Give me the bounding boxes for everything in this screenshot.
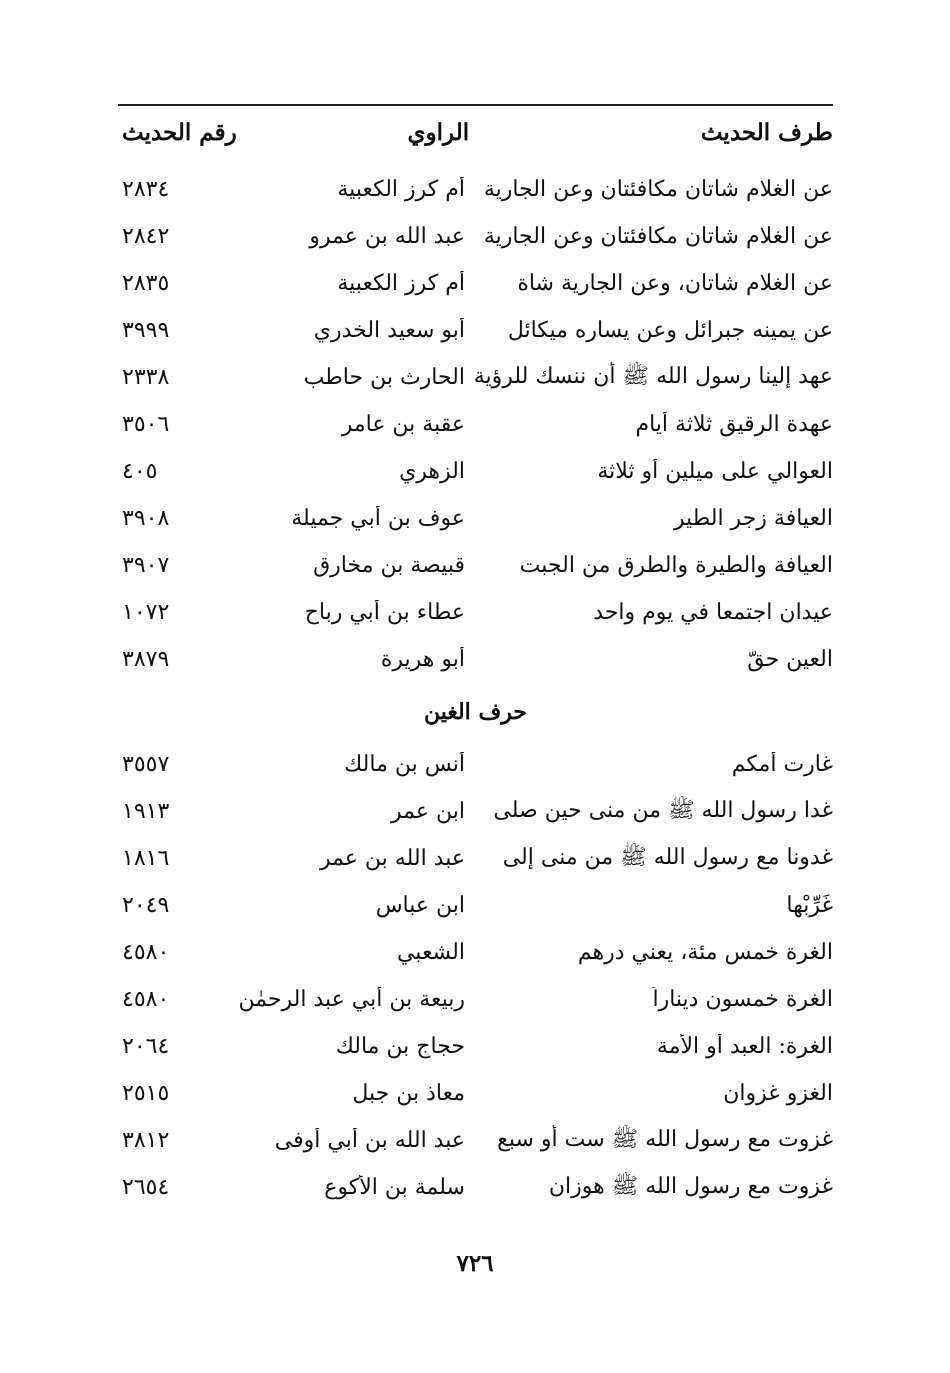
hadith-cell: الغرة: العبد أو الأمة: [656, 1034, 833, 1059]
hadith-cell: غزوت مع رسول الله ﷺ ست أو سبع: [497, 1126, 833, 1152]
rawi-cell: عبد الله بن عمر: [319, 846, 465, 871]
number-cell: ٣٩٠٧: [122, 553, 170, 578]
table-body-before: [118, 166, 833, 683]
hadith-cell: عيدان اجتمعا في يوم واحد: [593, 600, 833, 625]
header-hadith: طرف الحديث: [700, 118, 833, 146]
section-title: حرف الغين: [423, 699, 528, 725]
table-row: [118, 1023, 833, 1070]
number-cell: ٢٥١٥: [122, 1081, 170, 1106]
rawi-cell: عبد الله بن أبي أوفى: [274, 1128, 465, 1153]
hadith-cell: عن الغلام شاتان مكافئتان وعن الجارية: [483, 224, 833, 249]
table-row: [118, 788, 833, 835]
number-cell: ٢٦٥٤: [122, 1175, 170, 1200]
hadith-cell: غدونا مع رسول الله ﷺ من منى إلى: [502, 844, 833, 870]
table-row: [118, 1117, 833, 1164]
table-row: [118, 448, 833, 495]
table-row: [118, 1070, 833, 1117]
number-cell: ٣٩٠٨: [122, 506, 170, 531]
rawi-cell: عقبة بن عامر: [341, 412, 465, 437]
number-cell: ١٠٧٢: [122, 600, 170, 625]
rawi-cell: الزهري: [399, 459, 465, 484]
rawi-cell: ابن عمر: [391, 799, 465, 824]
number-cell: ١٩١٣: [122, 799, 170, 824]
rawi-cell: أم كرز الكعبية: [337, 177, 465, 202]
table-row: [118, 307, 833, 354]
number-cell: ٢٨٤٢: [122, 224, 170, 249]
index-page: [118, 104, 833, 1211]
number-cell: ٢٠٦٤: [122, 1034, 170, 1059]
table-row: [118, 976, 833, 1023]
rawi-cell: ربيعة بن أبي عبد الرحمٰن: [238, 987, 465, 1012]
hadith-cell: العوالي على ميلين أو ثلاثة: [597, 459, 833, 484]
number-cell: ٢٨٣٥: [122, 271, 170, 296]
table-row: [118, 401, 833, 448]
hadith-cell: غدا رسول الله ﷺ من منى حين صلى: [493, 797, 833, 823]
header-rawi: الراوي: [407, 118, 470, 146]
number-cell: ٣٩٩٩: [122, 318, 170, 343]
table-row: [118, 166, 833, 213]
number-cell: ٤٠٥: [122, 459, 158, 484]
hadith-cell: الغرة خمسون ديناراً: [652, 987, 833, 1012]
number-cell: ٤٥٨٠: [122, 987, 170, 1012]
rawi-cell: ابن عباس: [375, 893, 465, 918]
number-cell: ٣٨١٢: [122, 1128, 170, 1153]
hadith-cell: عهد إلينا رسول الله ﷺ أن ننسك للرؤية: [473, 363, 833, 389]
table-body-after: [118, 741, 833, 1211]
rawi-cell: سلمة بن الأكوع: [324, 1175, 465, 1200]
rawi-cell: الشعبي: [396, 940, 465, 965]
rawi-cell: عطاء بن أبي رباح: [304, 600, 465, 625]
table-row: [118, 542, 833, 589]
hadith-cell: الغزو غزوان: [723, 1081, 833, 1106]
number-cell: ٣٥٠٦: [122, 412, 170, 437]
rawi-cell: معاذ بن جبل: [352, 1081, 465, 1106]
number-cell: ٣٥٥٧: [122, 752, 170, 777]
table-row: [118, 636, 833, 683]
hadith-cell: العيافة والطيرة والطرق من الجبت: [519, 553, 833, 578]
hadith-cell: غزوت مع رسول الله ﷺ هوزان: [548, 1173, 833, 1199]
number-cell: ٣٨٧٩: [122, 647, 170, 672]
table-row: [118, 835, 833, 882]
hadith-cell: عن يمينه جبرائل وعن يساره ميكائل: [507, 318, 833, 343]
hadith-cell: العين حقّ: [747, 647, 833, 672]
rawi-cell: أم كرز الكعبية: [337, 271, 465, 296]
hadith-cell: عن الغلام شاتان، وعن الجارية شاة: [517, 271, 833, 296]
number-cell: ٢٠٤٩: [122, 893, 170, 918]
number-cell: ١٨١٦: [122, 846, 170, 871]
number-cell: ٤٥٨٠: [122, 940, 170, 965]
hadith-cell: عهدة الرقيق ثلاثة أيام: [635, 412, 833, 437]
rawi-cell: أبو هريرة: [380, 647, 465, 672]
table-row: [118, 929, 833, 976]
hadith-cell: عن الغلام شاتان مكافئتان وعن الجارية: [483, 177, 833, 202]
table-row: [118, 213, 833, 260]
number-cell: ٢٣٣٨: [122, 365, 170, 390]
rawi-cell: قبيصة بن مخارق: [313, 553, 465, 578]
hadith-cell: العيافة زجر الطير: [673, 506, 833, 531]
rawi-cell: حجاج بن مالك: [335, 1034, 465, 1059]
rawi-cell: أنس بن مالك: [344, 752, 465, 777]
table-row: [118, 1164, 833, 1211]
rawi-cell: عوف بن أبي جميلة: [291, 506, 465, 531]
table-row: [118, 882, 833, 929]
table-row: [118, 589, 833, 636]
hadith-cell: غَرِّبْها: [786, 893, 833, 918]
table-header: [118, 106, 833, 158]
table-row: [118, 354, 833, 401]
table-row: [118, 495, 833, 542]
page-number: ٧٢٦: [456, 1250, 494, 1277]
hadith-cell: الغرة خمس مئة، يعني درهم: [577, 940, 833, 965]
header-number: رقم الحديث: [122, 118, 237, 146]
rawi-cell: عبد الله بن عمرو: [309, 224, 465, 249]
number-cell: ٢٨٣٤: [122, 177, 170, 202]
hadith-cell: غارت أمكم: [731, 752, 833, 777]
table-row: [118, 741, 833, 788]
table-row: [118, 260, 833, 307]
rawi-cell: أبو سعيد الخدري: [313, 318, 465, 343]
rawi-cell: الحارث بن حاطب: [303, 365, 465, 390]
